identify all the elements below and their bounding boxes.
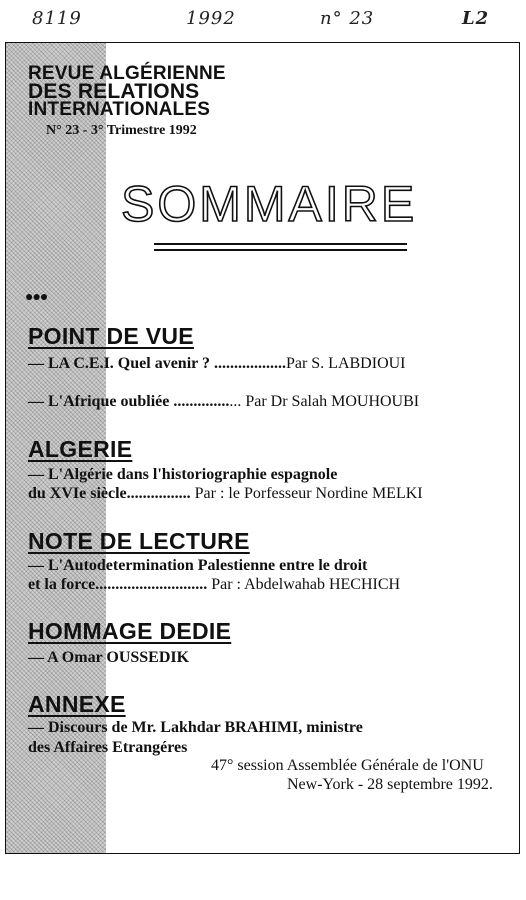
section-heading-algerie: ALGERIE bbox=[28, 436, 133, 462]
section-heading-hommage: HOMMAGE DEDIE bbox=[28, 618, 232, 644]
title-rule-top bbox=[154, 243, 407, 245]
article-afrique bbox=[28, 393, 419, 411]
page-title: SOMMAIRE bbox=[121, 176, 418, 232]
article-cei bbox=[28, 355, 406, 373]
annexe-line1 bbox=[28, 719, 363, 737]
handwritten-number: n° 23 bbox=[320, 8, 375, 29]
article-algerie-title: — L'Algérie dans l'historiographie espagnole bbox=[28, 466, 338, 483]
article-algerie-author: Par : le Porfesseur Nordine MELKI bbox=[190, 485, 423, 502]
masthead-line2: DES RELATIONS bbox=[28, 80, 200, 103]
article-afrique-author: ... Par Dr Salah MOUHOUBI bbox=[229, 393, 420, 410]
article-algerie-title-cont: du XVIe siècle................ bbox=[28, 485, 191, 502]
annexe-title-cont: des Affaires Etrangéres bbox=[28, 739, 188, 756]
page-frame bbox=[5, 42, 520, 854]
handwritten-initials: L2 bbox=[462, 8, 490, 29]
article-palestine-line2 bbox=[28, 576, 400, 594]
handwritten-year: 1992 bbox=[186, 8, 236, 29]
article-cei-title: — LA C.E.I. Quel avenir ? .................. bbox=[28, 355, 286, 372]
masthead bbox=[28, 65, 226, 119]
article-palestine-author: Par : Abdelwahab HECHICH bbox=[207, 576, 401, 593]
article-palestine-title-cont: et la force............................ bbox=[28, 576, 208, 593]
section-heading-annexe: ANNEXE bbox=[28, 691, 126, 717]
article-palestine-line1 bbox=[28, 557, 367, 575]
article-palestine-title: — L'Autodetermination Palestienne entre le droit bbox=[28, 557, 368, 574]
annexe-title: — Discours de Mr. Lakhdar BRAHIMI, ministre bbox=[28, 719, 363, 736]
article-algerie-line1 bbox=[28, 466, 337, 484]
article-algerie-line2 bbox=[28, 485, 423, 503]
article-cei-author: Par S. LABDIOUI bbox=[285, 355, 406, 372]
issue-info: N° 23 - 3° Trimestre 1992 bbox=[46, 123, 197, 138]
title-rule-bottom bbox=[154, 249, 407, 251]
annexe-date: New-York - 28 septembre 1992. bbox=[287, 776, 493, 793]
article-hommage-title: — A Omar OUSSEDIK bbox=[28, 649, 190, 666]
section-heading-note-de-lecture: NOTE DE LECTURE bbox=[28, 528, 250, 554]
masthead-line3: INTERNATIONALES bbox=[28, 99, 211, 120]
annexe-line2 bbox=[28, 739, 187, 757]
annexe-session: 47° session Assemblée Générale de l'ONU bbox=[211, 757, 484, 774]
section-heading-point-de-vue: POINT DE VUE bbox=[28, 323, 194, 349]
article-hommage bbox=[28, 649, 189, 667]
bullets: ●●● bbox=[25, 290, 48, 305]
article-afrique-title: — L'Afrique oubliée .............. bbox=[28, 393, 230, 410]
handwritten-code: 8119 bbox=[32, 8, 82, 29]
masthead-line1: REVUE ALGÉRIENNE bbox=[28, 63, 226, 84]
